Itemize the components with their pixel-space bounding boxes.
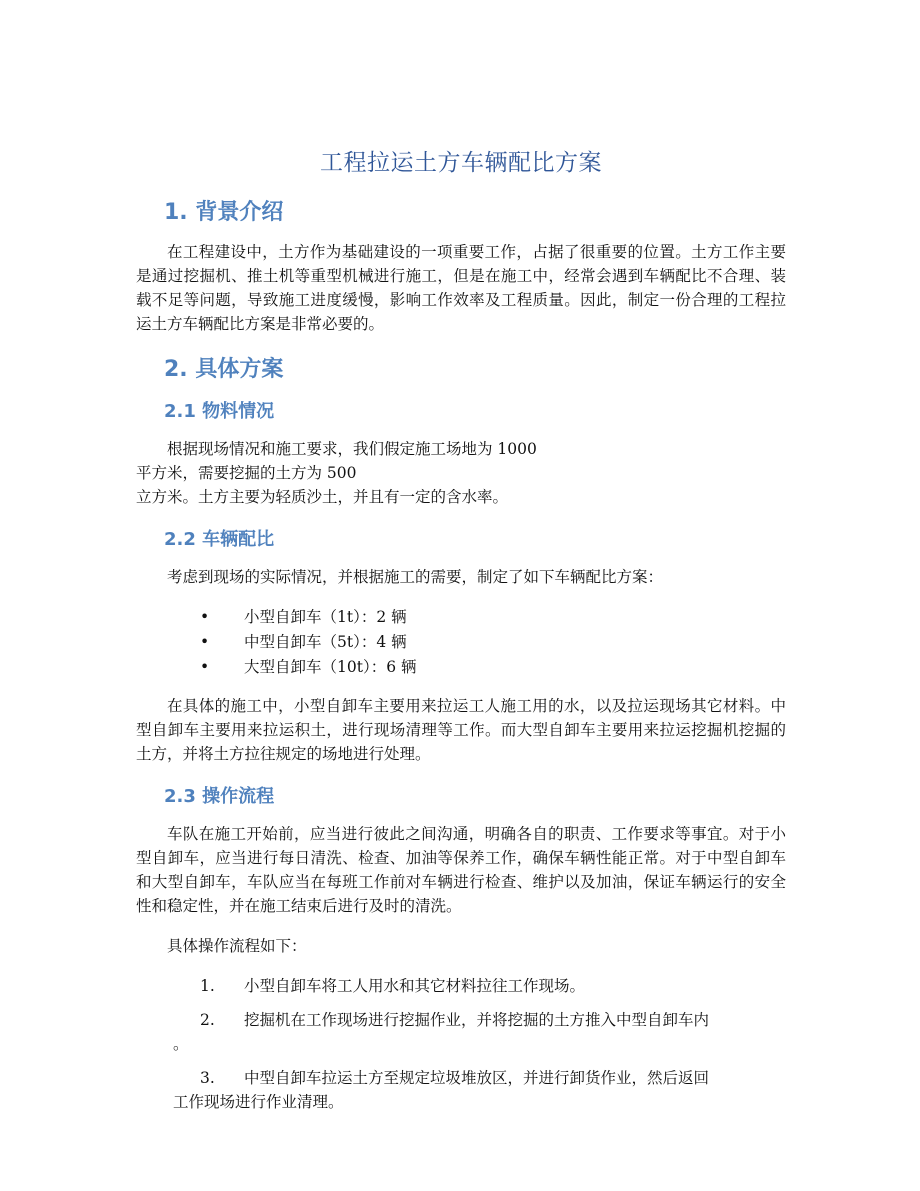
bullet-icon: • [200,658,210,676]
heading-operation: 2.3 操作流程 [164,786,275,807]
paragraph-operation: 车队在施工开始前，应当进行彼此之间沟通，明确各自的职责、工作要求等事宜。对于小型自卸车，应当进行每日清洗、检查、加油等保养工作，确保车辆性能正常。对于中型自卸车和大型自卸车，车队应当在每班工作前对车辆进行检查、维护以及加油，保证车辆运行的安全性和稳定性，并在施工结束后进行及时的清洗。 [136,825,786,915]
list-item-text: 大型自卸车（10t）：6 辆 [244,658,417,676]
materials-line-1: 根据现场情况和施工要求，我们假定施工场地为 1000 [167,440,537,458]
step-text-continued: 。 [173,1035,189,1053]
step-text: 挖掘机在工作现场进行挖掘作业，并将挖掘的土方推入中型自卸车内 [244,1011,710,1029]
heading-materials: 2.1 物料情况 [164,401,275,422]
step-text-continued: 工作现场进行作业清理。 [173,1093,344,1111]
step-text: 中型自卸车拉运土方至规定垃圾堆放区，并进行卸货作业，然后返回 [244,1069,710,1087]
heading-vehicles: 2.2 车辆配比 [164,529,275,550]
vehicle-list [136,605,786,680]
heading-background: 1. 背景介绍 [164,200,284,225]
list-item [136,655,786,680]
operation-steps [136,974,786,1114]
step-text: 小型自卸车将工人用水和其它材料拉往工作现场。 [244,977,586,995]
materials-line-3: 立方米。土方主要为轻质沙土，并且有一定的含水率。 [136,488,509,506]
bullet-icon: • [200,608,210,626]
list-item [136,1008,786,1056]
list-item-text: 小型自卸车（1t）：2 辆 [244,608,407,626]
bullet-icon: • [200,633,210,651]
step-number: 1. [200,977,215,995]
list-item [136,1066,786,1114]
heading-plan: 2. 具体方案 [164,357,284,382]
document-title: 工程拉运土方车辆配比方案 [320,150,602,176]
materials-line-2: 平方米，需要挖掘的土方为 500 [136,464,357,482]
step-number: 3. [200,1069,215,1087]
list-item-text: 中型自卸车（5t）：4 辆 [244,633,407,651]
document-content [136,144,786,1124]
paragraph-vehicles-intro: 考虑到现场的实际情况，并根据施工的需要，制定了如下车辆配比方案： [167,568,664,586]
list-item [136,605,786,630]
paragraph-background: 在工程建设中，土方作为基础建设的一项重要工作，占据了很重要的位置。土方工作主要是通过挖掘机、推土机等重型机械进行施工，但是在施工中，经常会遇到车辆配比不合理、装载不足等问题，导致施工进度缓慢，影响工作效率及工程质量。因此，制定一份合理的工程拉运土方车辆配比方案是非常必要的。 [136,243,786,333]
list-item [136,974,786,998]
paragraph-steps-intro: 具体操作流程如下： [167,937,307,955]
step-number: 2. [200,1011,215,1029]
paragraph-materials [136,437,786,509]
paragraph-vehicles-usage: 在具体的施工中，小型自卸车主要用来拉运工人施工用的水，以及拉运现场其它材料。中型自卸车主要用来拉运积土，进行现场清理等工作。而大型自卸车主要用来拉运挖掘机挖掘的土方，并将土方拉往规定的场地进行处理。 [136,697,786,763]
list-item [136,630,786,655]
